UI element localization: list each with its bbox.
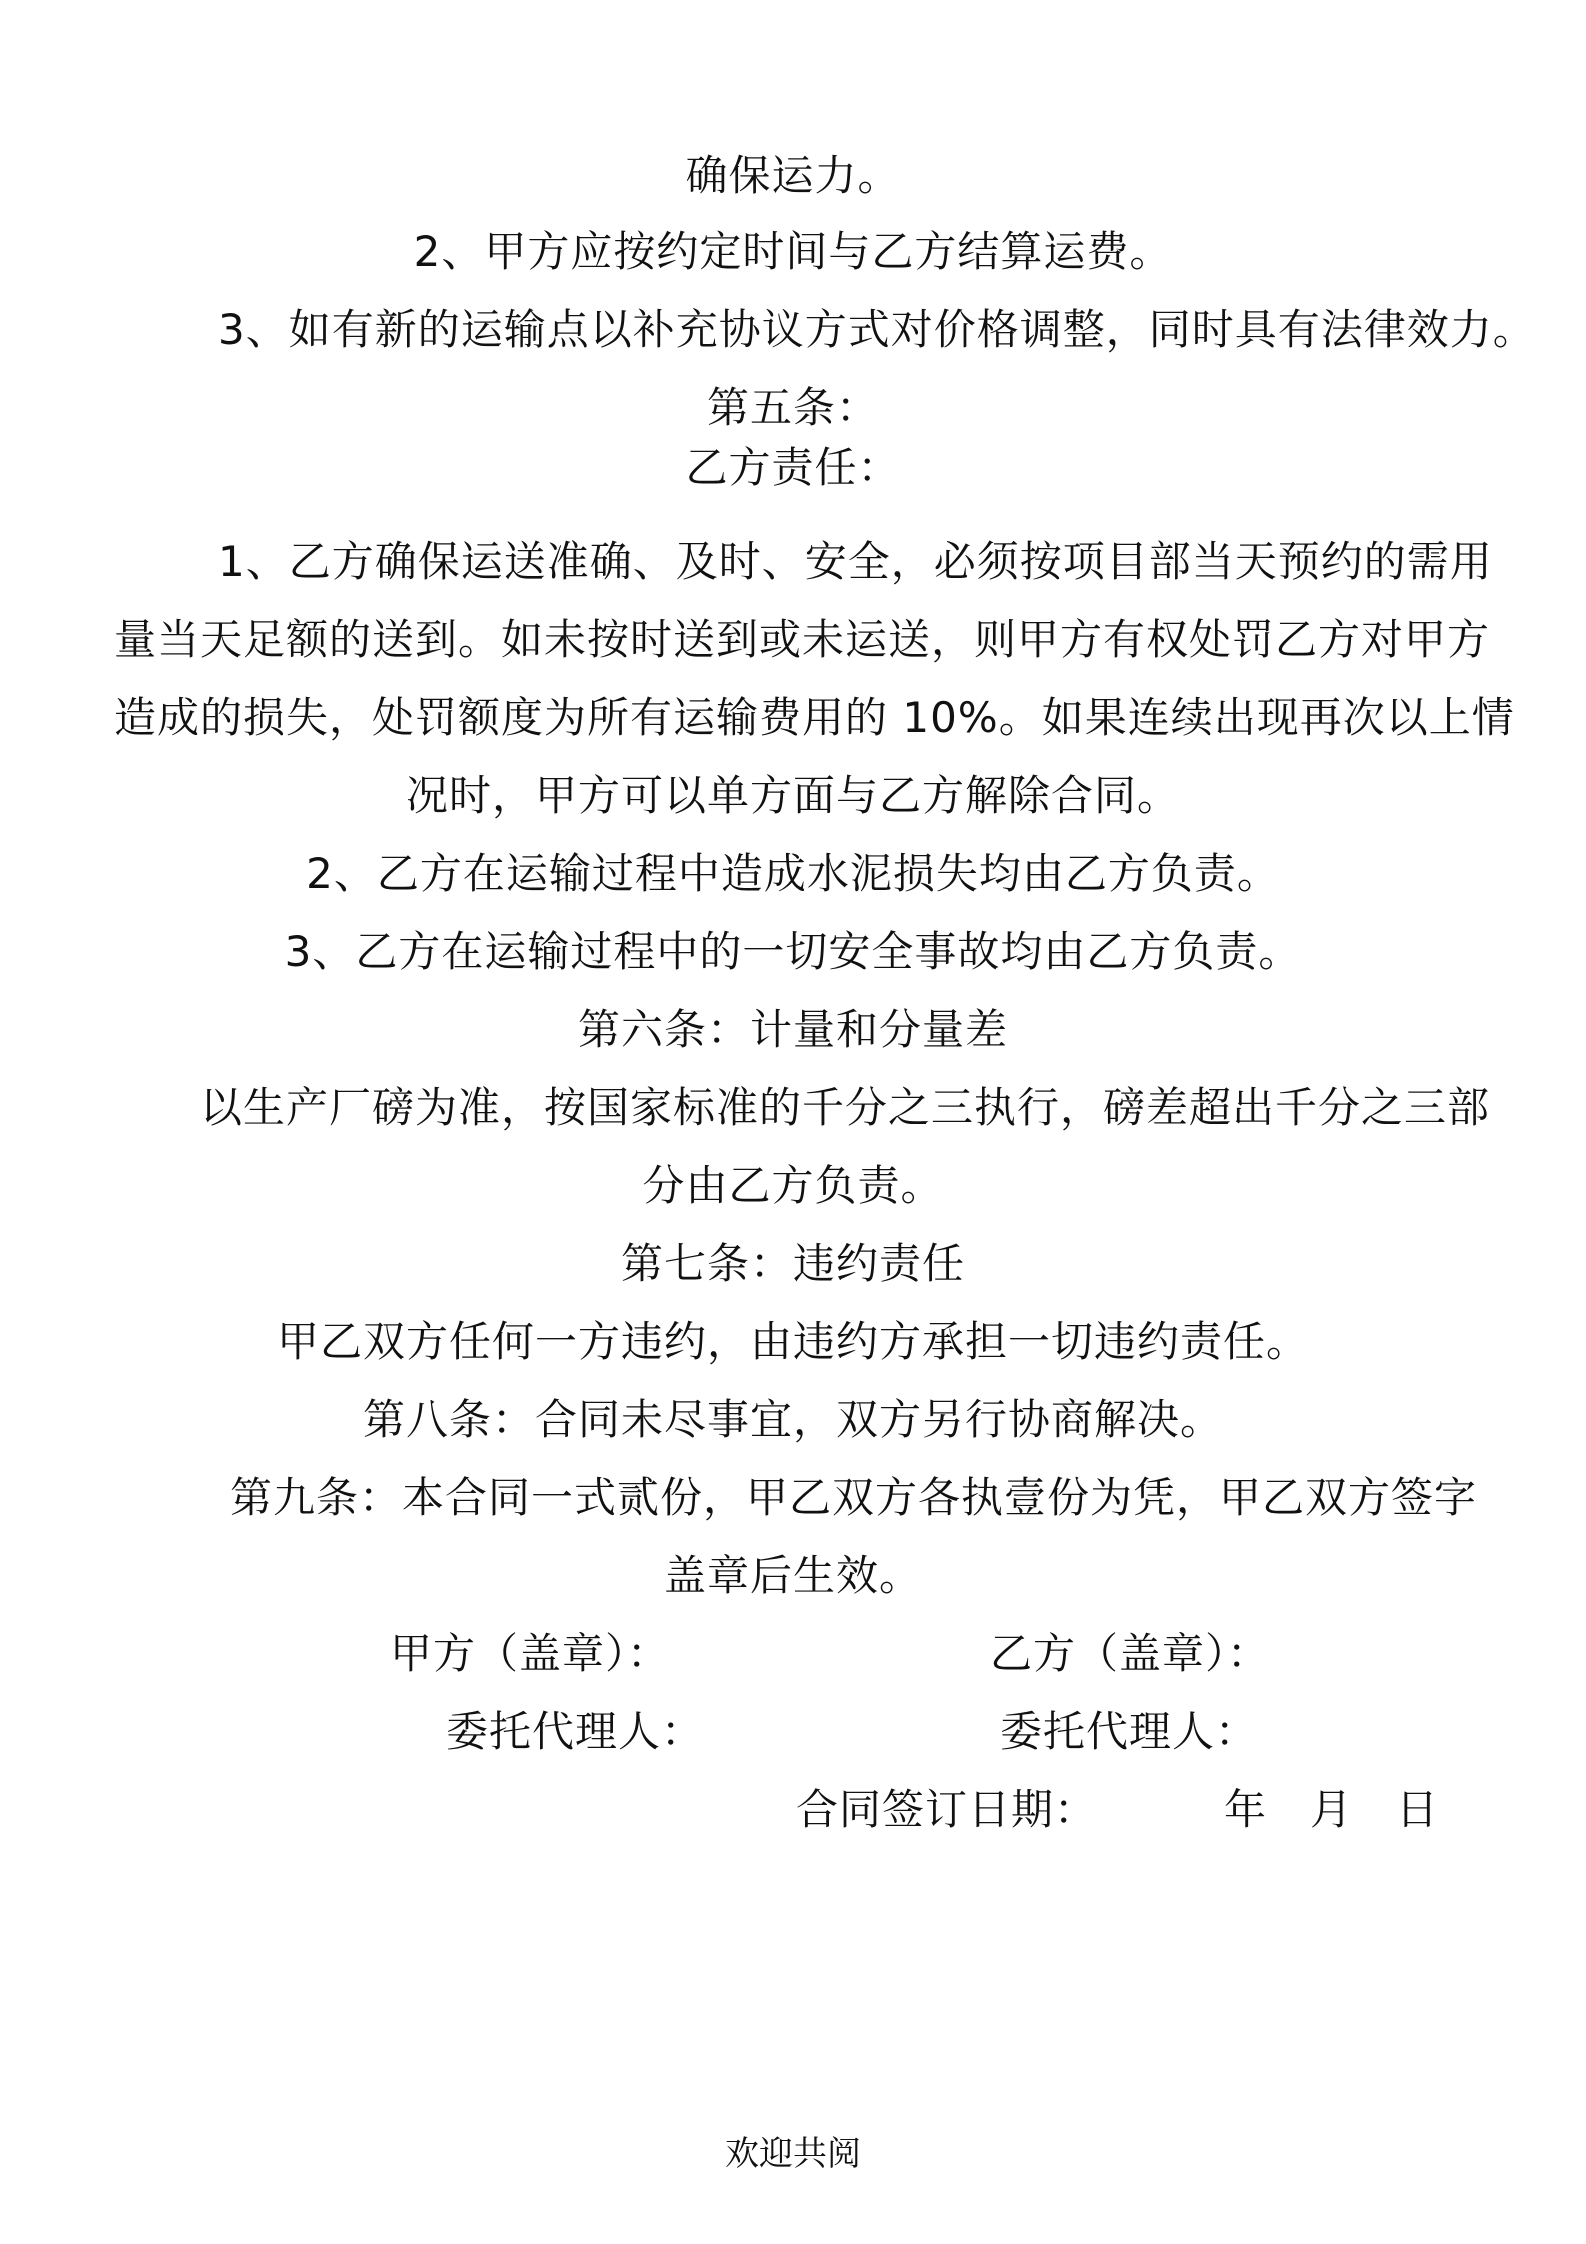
party-b-seal-label: 乙方（盖章）：	[990, 1629, 1271, 1678]
date-year-label: 年	[1224, 1785, 1268, 1834]
text-line-13: 以生产厂磅为准，按国家标准的千分之三执行，磅差超出千分之三部	[200, 1083, 1491, 1132]
article-5-heading: 第五条：	[706, 383, 879, 432]
text-line-19: 盖章后生效。	[663, 1551, 922, 1600]
text-line-9: 况时，甲方可以单方面与乙方解除合同。	[405, 771, 1180, 820]
party-b-agent-label: 委托代理人：	[1000, 1707, 1259, 1756]
text-line-11: 3、乙方在运输过程中的一切安全事故均由乙方负责。	[284, 927, 1302, 976]
article-5-subheading: 乙方责任：	[685, 443, 901, 492]
date-day-label: 日	[1396, 1785, 1440, 1834]
article-9: 第九条：本合同一式贰份，甲乙双方各执壹份为凭，甲乙双方签字	[230, 1473, 1478, 1522]
text-line-3: 3、如有新的运输点以补充协议方式对价格调整，同时具有法律效力。	[218, 305, 1536, 354]
text-line-8: 造成的损失，处罚额度为所有运输费用的 10%。如果连续出现再次以上情	[114, 693, 1515, 742]
article-8: 第八条：合同未尽事宜，双方另行协商解决。	[362, 1395, 1223, 1444]
party-a-agent-label: 委托代理人：	[446, 1707, 705, 1756]
text-line-2: 2、甲方应按约定时间与乙方结算运费。	[413, 227, 1173, 276]
date-month-label: 月	[1310, 1785, 1354, 1834]
text-line-16: 甲乙双方任何一方违约，由违约方承担一切违约责任。	[276, 1317, 1309, 1366]
party-a-seal-label: 甲方（盖章）：	[390, 1629, 671, 1678]
text-line-6: 1、乙方确保运送准确、及时、安全，必须按项目部当天预约的需用	[218, 537, 1493, 586]
signing-date-label: 合同签订日期：	[796, 1785, 1098, 1834]
text-line-1: 确保运力。	[685, 151, 901, 200]
page-footer: 欢迎共阅	[725, 2134, 861, 2174]
text-line-7: 量当天足额的送到。如未按时送到或未运送，则甲方有权处罚乙方对甲方	[114, 615, 1491, 664]
text-line-10: 2、乙方在运输过程中造成水泥损失均由乙方负责。	[306, 849, 1280, 898]
article-7-heading: 第七条：违约责任	[620, 1239, 965, 1288]
article-6-heading: 第六条：计量和分量差	[577, 1005, 1008, 1054]
text-line-14: 分由乙方负责。	[642, 1161, 944, 1210]
